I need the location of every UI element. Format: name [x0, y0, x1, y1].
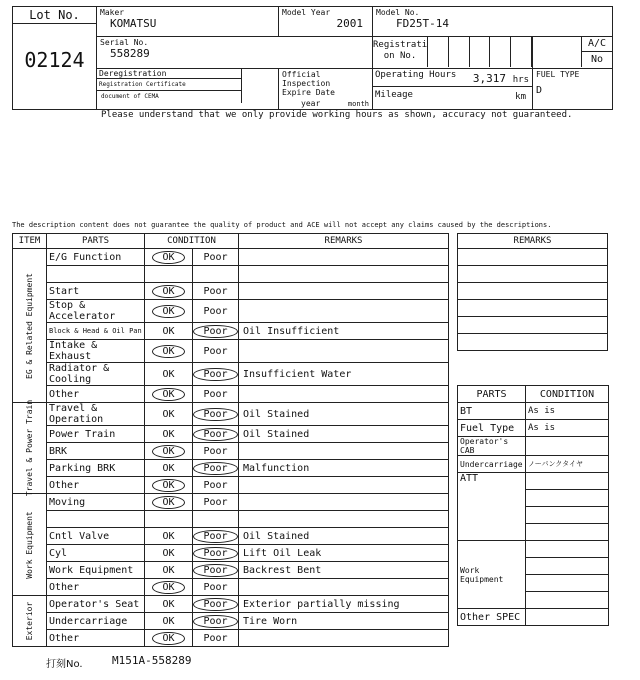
- remark: [239, 249, 449, 266]
- ok-mark: OK: [152, 445, 184, 458]
- col-item-header: ITEM: [13, 234, 47, 249]
- poor-cell: [193, 363, 239, 386]
- year-label: year: [301, 99, 321, 108]
- part-name: Stop & Accelerator: [47, 300, 145, 323]
- group-label: Exterior: [24, 601, 34, 641]
- poor-cell: [193, 460, 239, 477]
- serial-value: 558289: [110, 47, 150, 60]
- poor-mark: Poor: [193, 530, 237, 543]
- poor-cell: [193, 403, 239, 426]
- lot-number: 02124: [24, 48, 85, 72]
- registration-cell: [373, 37, 533, 69]
- footer-value: M151A-558289: [112, 654, 192, 667]
- ok-mark: OK: [162, 564, 175, 576]
- poor-cell: [193, 545, 239, 562]
- group-label-cell: [13, 494, 47, 596]
- ok-cell: [145, 579, 193, 596]
- group-label: Work Equipment: [24, 510, 34, 579]
- ok-cell: [145, 596, 193, 613]
- poor-mark: Poor: [203, 496, 228, 508]
- part-name: Parking BRK: [47, 460, 145, 477]
- header-block: [12, 6, 612, 108]
- table-row: [13, 363, 449, 386]
- ok-mark: OK: [152, 305, 184, 318]
- ok-cell: [145, 562, 193, 579]
- poor-cell: [193, 386, 239, 403]
- ok-cell: [145, 323, 193, 340]
- part-name: Operator's Seat: [47, 596, 145, 613]
- model-year-label: Model Year: [282, 8, 331, 17]
- ac-label: A/C: [582, 37, 612, 52]
- table-row: [13, 300, 449, 323]
- maker-cell: [97, 7, 279, 37]
- right-remarks-row: [458, 283, 608, 300]
- table-row: [13, 443, 449, 460]
- ok-cell: [145, 266, 193, 283]
- poor-cell: [193, 511, 239, 528]
- right-remarks-table: [457, 233, 608, 351]
- remark: Tire Worn: [239, 613, 449, 630]
- deregistration-label: Deregistration: [97, 69, 241, 79]
- poor-cell: [193, 477, 239, 494]
- ok-cell: [145, 630, 193, 647]
- right-cond-operator-cab: [526, 437, 609, 456]
- poor-cell: [193, 249, 239, 266]
- official-label-2: Expire Date: [282, 88, 335, 97]
- right-cond-bt: As is: [526, 403, 609, 420]
- table-row: [13, 596, 449, 613]
- inspection-table: [12, 233, 449, 647]
- group-label: EG & Related Equipment: [24, 272, 34, 379]
- remark: Oil Stained: [239, 403, 449, 426]
- remark: [239, 386, 449, 403]
- part-name: E/G Function: [47, 249, 145, 266]
- right-part-other-spec: Other SPEC: [458, 609, 526, 626]
- ok-mark: OK: [152, 581, 184, 594]
- ok-cell: [145, 283, 193, 300]
- ok-mark: OK: [152, 479, 184, 492]
- poor-mark: Poor: [193, 325, 237, 338]
- fuel-type-label: FUEL TYPE: [536, 70, 580, 79]
- col-condition-header: CONDITION: [145, 234, 239, 249]
- part-name: Work Equipment: [47, 562, 145, 579]
- operating-cell: [373, 69, 533, 110]
- remark: [239, 494, 449, 511]
- right-part-fuel-type: Fuel Type: [458, 420, 526, 437]
- poor-cell: [193, 613, 239, 630]
- ok-cell: [145, 528, 193, 545]
- remark: [239, 477, 449, 494]
- remark: Malfunction: [239, 460, 449, 477]
- remark: Exterior partially missing: [239, 596, 449, 613]
- mileage-label: Mileage: [375, 90, 413, 100]
- right-condition-header: CONDITION: [526, 386, 609, 403]
- ok-cell: [145, 386, 193, 403]
- table-row: [13, 562, 449, 579]
- ok-cell: [145, 613, 193, 630]
- part-name: Block & Head & Oil Pan: [47, 323, 145, 340]
- registration-label-2: on No.: [383, 51, 417, 61]
- right-part-work-equipment: Work Equipment: [458, 541, 526, 609]
- table-row: [13, 283, 449, 300]
- poor-cell: [193, 300, 239, 323]
- ok-cell: [145, 443, 193, 460]
- ok-cell: [145, 249, 193, 266]
- ok-cell: [145, 426, 193, 443]
- part-name: Other: [47, 386, 145, 403]
- remark: [239, 579, 449, 596]
- table-row: [13, 426, 449, 443]
- ok-mark: OK: [152, 251, 184, 264]
- poor-mark: Poor: [203, 305, 228, 317]
- poor-cell: [193, 283, 239, 300]
- group-label-cell: [13, 249, 47, 403]
- ok-mark: OK: [152, 496, 184, 509]
- part-name: Start: [47, 283, 145, 300]
- poor-mark: Poor: [193, 368, 237, 381]
- lot-cell: [13, 7, 97, 110]
- poor-cell: [193, 596, 239, 613]
- remark: [239, 266, 449, 283]
- hrs-label: hrs: [512, 75, 529, 85]
- ok-mark: OK: [152, 632, 184, 645]
- remark: [239, 630, 449, 647]
- remark: [239, 511, 449, 528]
- part-name: Travel & Operation: [47, 403, 145, 426]
- part-name: Cntl Valve: [47, 528, 145, 545]
- poor-cell: [193, 426, 239, 443]
- maker-label: Maker: [100, 8, 125, 17]
- table-row: [13, 579, 449, 596]
- remark: [239, 300, 449, 323]
- footer-label: 打刻No.: [46, 659, 83, 670]
- remark: Oil Stained: [239, 528, 449, 545]
- ok-mark: OK: [162, 325, 175, 337]
- lot-label: Lot No.: [13, 7, 96, 24]
- remark: [239, 340, 449, 363]
- cema-label: document of CEMA: [101, 93, 159, 100]
- poor-mark: Poor: [193, 598, 237, 611]
- part-name: [47, 266, 145, 283]
- group-label-cell: [13, 399, 47, 497]
- poor-mark: Poor: [203, 632, 228, 644]
- remark: [239, 443, 449, 460]
- serial-cell: [97, 37, 373, 69]
- right-remarks-row: [458, 249, 608, 266]
- month-label: month: [347, 100, 369, 108]
- km-label: km: [515, 92, 526, 102]
- remark: Insufficient Water: [239, 363, 449, 386]
- model-no-cell: [373, 7, 613, 37]
- ok-mark: OK: [152, 345, 184, 358]
- poor-cell: [193, 494, 239, 511]
- ok-mark: OK: [162, 368, 175, 380]
- table-row: [13, 323, 449, 340]
- right-parts-header: PARTS: [458, 386, 526, 403]
- ok-cell: [145, 511, 193, 528]
- maker-value: KOMATSU: [110, 17, 157, 30]
- col-parts-header: PARTS: [47, 234, 145, 249]
- poor-mark: Poor: [193, 462, 237, 475]
- poor-cell: [193, 528, 239, 545]
- ok-cell: [145, 363, 193, 386]
- part-name: [47, 511, 145, 528]
- right-cond-undercarriage: ノーパンクタイヤ: [526, 456, 609, 473]
- table-row: [13, 249, 449, 266]
- ok-mark: OK: [162, 462, 175, 474]
- part-name: BRK: [47, 443, 145, 460]
- deregistration-cell: [97, 69, 279, 110]
- right-cond-other-spec: [526, 609, 609, 626]
- part-name: Cyl: [47, 545, 145, 562]
- poor-mark: Poor: [203, 479, 228, 491]
- remark: Lift Oil Leak: [239, 545, 449, 562]
- poor-cell: [193, 340, 239, 363]
- ok-cell: [145, 477, 193, 494]
- table-row: [13, 545, 449, 562]
- poor-mark: Poor: [203, 445, 228, 457]
- official-label-1: Official Inspection: [282, 70, 331, 88]
- poor-cell: [193, 443, 239, 460]
- poor-cell: [193, 323, 239, 340]
- table-row: [13, 511, 449, 528]
- table-row: [13, 386, 449, 403]
- right-remarks-row: [458, 266, 608, 283]
- remark: Oil Insufficient: [239, 323, 449, 340]
- table-row: [13, 613, 449, 630]
- ok-mark: OK: [162, 598, 175, 610]
- model-year-value: 2001: [336, 17, 363, 30]
- part-name: Intake & Exhaust: [47, 340, 145, 363]
- right-part-bt: BT: [458, 403, 526, 420]
- ok-mark: OK: [162, 547, 175, 559]
- notice-text: Please understand that we only provide working hours as shown, accuracy not guaranteed.: [101, 110, 573, 120]
- right-part-operator-cab: Operator's CAB: [458, 437, 526, 456]
- poor-mark: Poor: [203, 251, 228, 263]
- poor-mark: Poor: [203, 285, 228, 297]
- group-label: Travel & Power Train: [24, 399, 34, 497]
- table-row: [13, 266, 449, 283]
- poor-mark: Poor: [203, 388, 228, 400]
- poor-mark: Poor: [193, 547, 237, 560]
- poor-cell: [193, 562, 239, 579]
- operating-label: Operating Hours: [375, 70, 457, 80]
- part-name: Other: [47, 579, 145, 596]
- ok-cell: [145, 403, 193, 426]
- model-no-label: Model No.: [376, 8, 420, 17]
- group-label-cell: [13, 596, 47, 647]
- remark: Oil Stained: [239, 426, 449, 443]
- remark: [239, 283, 449, 300]
- ok-mark: OK: [162, 530, 175, 542]
- poor-cell: [193, 579, 239, 596]
- ok-mark: OK: [152, 388, 184, 401]
- ok-mark: OK: [162, 428, 175, 440]
- model-no-value: FD25T-14: [396, 17, 449, 30]
- ok-cell: [145, 340, 193, 363]
- right-remarks-row: [458, 317, 608, 334]
- model-year-cell: [279, 7, 373, 37]
- part-name: Radiator & Cooling: [47, 363, 145, 386]
- right-part-att: ATT: [458, 473, 526, 541]
- table-row: [13, 403, 449, 426]
- part-name: Other: [47, 477, 145, 494]
- remark: Backrest Bent: [239, 562, 449, 579]
- registration-cert-label: Registration Certificate: [97, 79, 241, 91]
- fuel-type-cell: [533, 69, 613, 110]
- right-part-undercarriage: Undercarriage: [458, 456, 526, 473]
- right-remarks-row: [458, 334, 608, 351]
- right-parts-table: [457, 385, 609, 626]
- operating-hours-value: 3,317: [472, 72, 506, 85]
- ok-cell: [145, 494, 193, 511]
- poor-mark: Poor: [203, 345, 228, 357]
- poor-mark: Poor: [193, 615, 237, 628]
- disclaimer-text: The description content does not guarantee the quality of product and ACE will not accept any claims caused by the descriptions.: [12, 221, 552, 229]
- table-row: [13, 494, 449, 511]
- ok-cell: [145, 300, 193, 323]
- official-inspection-cell: [279, 69, 373, 110]
- ok-mark: OK: [162, 408, 175, 420]
- part-name: Moving: [47, 494, 145, 511]
- table-row: [13, 340, 449, 363]
- ac-value: No: [590, 54, 604, 65]
- poor-mark: Poor: [193, 564, 237, 577]
- fuel-type-value: D: [536, 85, 543, 96]
- ok-cell: [145, 460, 193, 477]
- ac-cell: [533, 37, 613, 69]
- part-name: Power Train: [47, 426, 145, 443]
- table-row: [13, 630, 449, 647]
- table-row: [13, 477, 449, 494]
- serial-label: Serial No.: [100, 38, 149, 47]
- part-name: Undercarriage: [47, 613, 145, 630]
- table-row: [13, 528, 449, 545]
- poor-mark: Poor: [193, 408, 237, 421]
- right-cond-fuel-type: As is: [526, 420, 609, 437]
- ok-mark: OK: [162, 615, 175, 627]
- poor-mark: Poor: [193, 428, 237, 441]
- table-row: [13, 460, 449, 477]
- poor-cell: [193, 630, 239, 647]
- poor-mark: Poor: [203, 581, 228, 593]
- registration-label-1: Registrati: [373, 40, 428, 50]
- ok-cell: [145, 545, 193, 562]
- ok-mark: OK: [152, 285, 184, 298]
- right-remarks-row: [458, 300, 608, 317]
- right-remarks-header: REMARKS: [458, 234, 608, 249]
- part-name: Other: [47, 630, 145, 647]
- poor-cell: [193, 266, 239, 283]
- col-remarks-header: REMARKS: [239, 234, 449, 249]
